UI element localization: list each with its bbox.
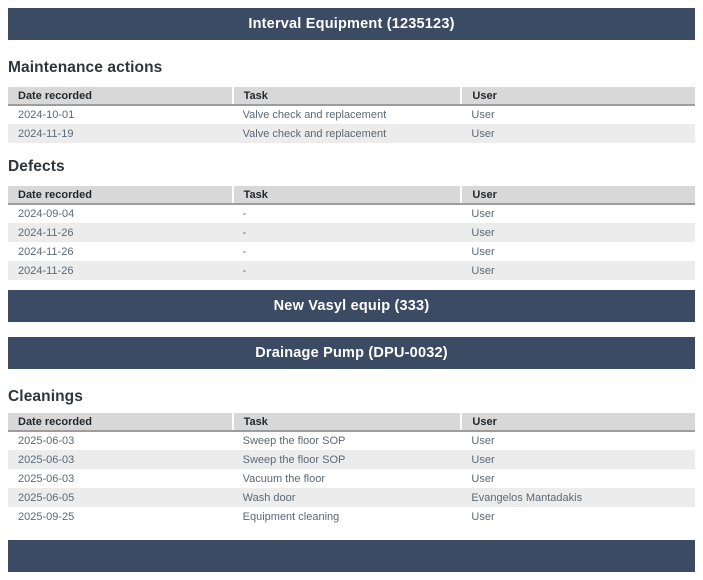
column-header-date-recorded: Date recorded [8,186,233,204]
cell-task: Sweep the floor SOP [233,450,462,469]
cell-task: Valve check and replacement [242,109,387,121]
column-header-user: User [461,87,695,105]
equipment-title: Interval Equipment (1235123) [248,16,455,32]
cell-task: - [242,245,247,258]
cell-user: User [471,109,495,121]
cell-user: User [461,223,695,242]
table-row [8,124,695,143]
table-row [8,431,695,450]
cell-date: 2024-11-26 [8,261,233,280]
table-row [8,223,695,242]
column-header-date-recorded: Date recorded [8,413,233,431]
cell-date: 2024-11-19 [8,124,233,143]
cell-user: Evangelos Mantadakis [461,488,695,507]
column-header-user: User [461,186,695,204]
cell-date: 2024-11-26 [18,245,74,258]
cell-user: User [471,208,495,220]
cell-date: 2025-06-03 [8,450,233,469]
equipment-title: Drainage Pump (DPU-0032) [255,345,448,361]
cell-date: 2025-06-03 [18,435,75,447]
cell-user: User [471,435,495,447]
column-header-date-recorded: Date recorded [8,87,233,105]
cell-date: 2024-11-26 [8,223,233,242]
cell-user: User [471,510,495,523]
cell-date: 2025-06-05 [8,488,233,507]
equipment-header-bar-drainage-pump [8,337,695,369]
cell-task: - [242,208,247,220]
cell-task: - [233,261,462,280]
cell-task: Vacuum the floor [242,472,325,485]
table-row [8,507,695,526]
table-row [8,105,695,124]
cell-task: Wash door [233,488,462,507]
column-header-task: Task [233,186,462,204]
cell-task: Equipment cleaning [242,510,340,523]
table-row [8,469,695,488]
cell-user: User [461,450,695,469]
column-header-task: Task [233,87,462,105]
table-header-row [8,186,695,204]
equipment-header-bar-new-vasyl-equip [8,290,695,322]
cell-date: 2025-06-03 [18,472,75,485]
cell-user: User [461,261,695,280]
equipment-header-bar-interval-equipment [8,8,695,40]
cell-task: - [233,223,462,242]
table-row [8,261,695,280]
cell-task: Valve check and replacement [233,124,462,143]
cell-date: 2025-09-25 [18,510,75,523]
equipment-title: New Vasyl equip (333) [273,298,430,314]
section-heading-cleanings: Cleanings [8,388,83,405]
table-header-row [8,413,695,431]
table-header-row [8,87,695,105]
cell-date: 2024-10-01 [18,109,75,121]
table-row [8,450,695,469]
table-row [8,242,695,261]
cell-user: User [471,472,495,485]
equipment-header-bar-cutoff [8,540,695,572]
cell-task: Sweep the floor SOP [242,435,346,447]
defects-table [8,186,695,280]
column-header-task: Task [233,413,462,431]
section-heading-maintenance-actions: Maintenance actions [8,59,163,76]
cell-user: User [461,124,695,143]
column-header-user: User [461,413,695,431]
table-row [8,488,695,507]
cleanings-table [8,413,695,526]
section-heading-defects: Defects [8,158,65,175]
cell-date: 2024-09-04 [18,208,75,220]
table-row [8,204,695,223]
maintenance-actions-table [8,87,695,143]
cell-user: User [471,245,495,258]
